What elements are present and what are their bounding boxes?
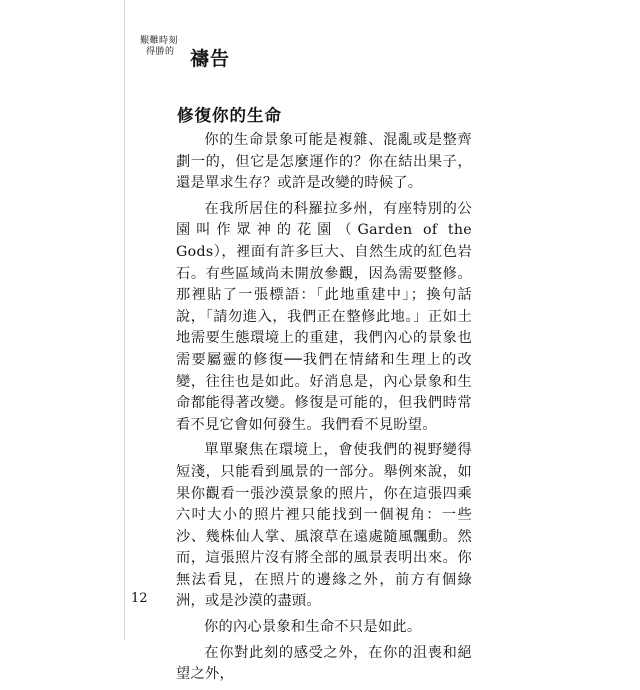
body-text [176, 130, 472, 690]
paragraph [176, 617, 472, 639]
paragraph-text: 在我所居住的科羅拉多州，有座特別的公園叫作眾神的花園（Garden of the Gods），裡面有許多巨大、自然生成的紅色岩石。有些區域尚未開放參觀，因為需要整修。那裡貼了一張標語：「此地重建中」；換句話說，「請勿進入，我們正在整修此地。」正如土地需要生態環境上的重建，我們內心的景象也需要屬靈的修復──我們在情緒和生理上的改變，往往也是如此。好消息是，內心景象和生命都能得著改變。修復是可能的，但我們時常看不見它會如何發生。我們看不見盼望。 [176, 200, 472, 433]
paragraph [176, 130, 472, 195]
book-title: 禱告 [190, 48, 231, 70]
series-title-line1: 艱難時刻 [140, 36, 179, 46]
page-gutter-line [124, 0, 125, 640]
paragraph-text: 你的內心景象和生命不只是如此。 [204, 619, 422, 636]
paragraph [176, 199, 472, 437]
paragraph [176, 440, 472, 613]
page-number: 12 [131, 591, 148, 606]
paragraph-text: 在你對此刻的感受之外，在你的沮喪和絕望之外， [176, 644, 472, 683]
paragraph-text: 你的生命景象可能是複雜、混亂或是整齊劃一的，但它是怎麼運作的？你在結出果子，還是單求生存？或許是改變的時候了。 [176, 132, 472, 192]
section-title: 修復你的生命 [177, 106, 282, 125]
paragraph-text: 單單聚焦在環境上，會使我們的視野變得短淺，只能看到風景的一部分。舉例來說，如果你觀看一張沙漠景象的照片，你在這張四乘六吋大小的照片裡只能找到一個視角：一些沙、幾株仙人掌、風滾草在遠處隨風飄動。然而，這張照片沒有將全部的風景表明出來。你無法看見，在照片的邊緣之外，前方有個綠洲，或是沙漠的盡頭。 [176, 442, 472, 610]
series-title-line2: 得勝的 [146, 47, 175, 57]
paragraph [176, 643, 472, 686]
